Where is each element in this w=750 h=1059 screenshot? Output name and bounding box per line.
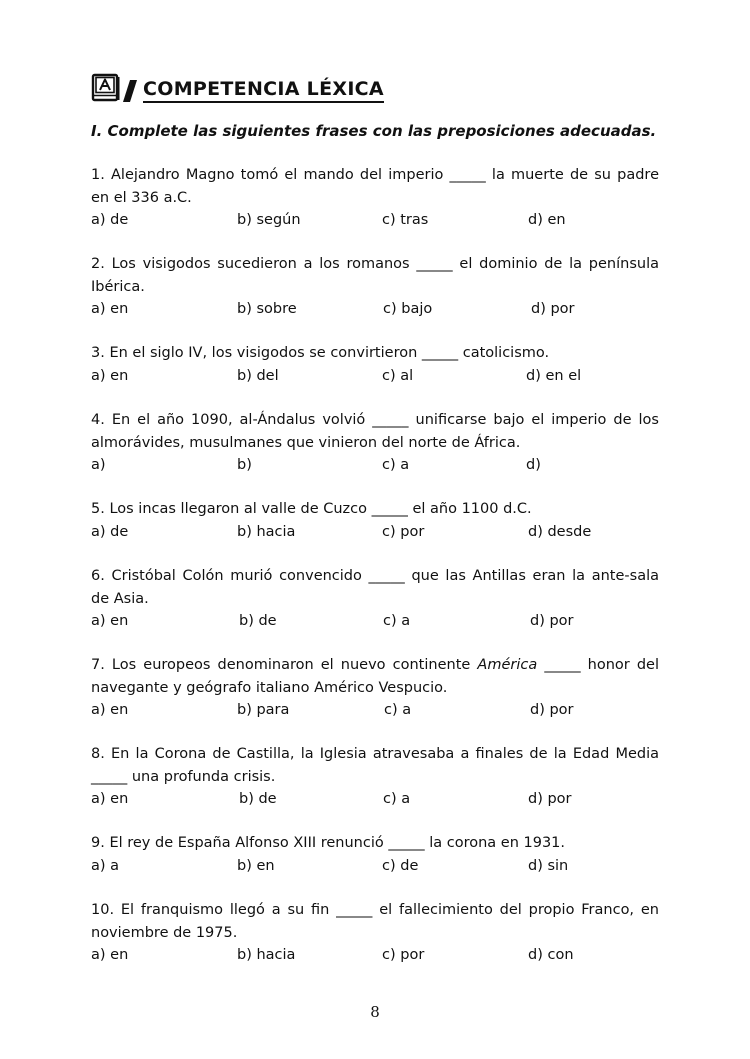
page-number: 8	[370, 1003, 380, 1021]
option-b: b) hacia	[237, 947, 296, 963]
options-row	[91, 209, 659, 231]
option-a: a) en	[91, 791, 129, 807]
option-a: a) en	[91, 367, 129, 384]
exercise-instruction: I. Complete las siguientes frases con las preposiciones adecuadas.	[91, 122, 657, 140]
option-a: a) a	[91, 857, 120, 874]
options-row	[91, 699, 659, 721]
section-header	[91, 67, 384, 103]
question-text: 2. Los visigodos sucedieron a los romanos _____ el dominio de la península Ibérica.	[91, 256, 659, 295]
option-a: a)	[91, 457, 106, 473]
option-b: b) para	[237, 702, 290, 718]
question-1	[91, 164, 659, 231]
slash-mark-icon	[123, 80, 137, 102]
option-a: a) en	[91, 301, 129, 317]
option-d: d)	[526, 457, 541, 473]
question-7	[91, 654, 659, 721]
question-3	[91, 342, 659, 387]
option-b: b) hacia	[237, 523, 296, 540]
section-title: COMPETENCIA LÉXICA	[143, 78, 384, 103]
options-row	[91, 454, 659, 476]
option-b: b) sobre	[237, 301, 297, 317]
question-text: 8. En la Corona de Castilla, la Iglesia atravesaba a finales de la Edad Media _____ una profunda crisis.	[91, 746, 659, 785]
option-c: c) por	[382, 523, 425, 540]
option-c: c) por	[382, 947, 425, 963]
options-row	[91, 788, 659, 810]
book-a-icon	[91, 73, 121, 103]
option-b: b) del	[237, 367, 279, 384]
options-row	[91, 855, 659, 877]
question-4	[91, 409, 659, 476]
option-d: d) sin	[528, 857, 569, 874]
option-b: b) de	[239, 791, 277, 807]
question-text: 10. El franquismo llegó a su fin _____ el fallecimiento del propio Franco, en noviembre de 1975.	[91, 902, 659, 941]
option-c: c) a	[382, 457, 410, 473]
option-b: b) en	[237, 857, 275, 874]
option-d: d) por	[531, 301, 575, 317]
question-text: 6. Cristóbal Colón murió convencido _____ que las Antillas eran la ante-sala de Asia.	[91, 568, 659, 607]
question-text-part: _____ honor del navegante y geógrafo italiano Américo Vespucio.	[91, 657, 659, 696]
question-text: 4. En el año 1090, al-Ándalus volvió _____ unificarse bajo el imperio de los almorávides, musulmanes que vinieron del norte de África.	[91, 412, 659, 451]
option-b: b)	[237, 457, 252, 473]
option-d: d) por	[530, 702, 574, 718]
option-b: b) según	[237, 212, 301, 228]
option-c: c) a	[383, 613, 411, 629]
option-d: d) por	[530, 613, 574, 629]
option-c: c) al	[382, 367, 414, 384]
question-6	[91, 565, 659, 632]
option-a: a) en	[91, 947, 129, 963]
option-d: d) por	[528, 791, 572, 807]
option-d: d) desde	[528, 523, 592, 540]
options-row	[91, 365, 659, 387]
option-c: c) de	[382, 857, 419, 874]
question-text	[91, 654, 659, 699]
option-d: d) en el	[526, 367, 582, 384]
question-text: 1. Alejandro Magno tomó el mando del imperio _____ la muerte de su padre en el 336 a.C.	[91, 167, 659, 206]
option-c: c) a	[383, 791, 411, 807]
options-row	[91, 298, 659, 320]
option-c: c) tras	[382, 212, 429, 228]
option-d: d) con	[528, 947, 574, 963]
question-text: 9. El rey de España Alfonso XIII renunció _____ la corona en 1931.	[91, 835, 566, 851]
option-d: d) en	[528, 212, 566, 228]
question-8	[91, 743, 659, 810]
option-a: a) en	[91, 613, 129, 629]
option-b: b) de	[239, 613, 277, 629]
option-c: c) bajo	[383, 301, 433, 317]
option-a: a) de	[91, 212, 129, 228]
question-10	[91, 899, 659, 966]
option-c: c) a	[384, 702, 412, 718]
question-5	[91, 498, 659, 543]
options-row	[91, 610, 659, 632]
question-text: 3. En el siglo IV, los visigodos se convirtieron _____ catolicismo.	[91, 345, 550, 361]
question-9	[91, 832, 659, 877]
options-row	[91, 944, 659, 966]
question-2	[91, 253, 659, 320]
option-a: a) en	[91, 702, 129, 718]
option-a: a) de	[91, 523, 129, 540]
question-text-part: 7. Los europeos denominaron el nuevo continente	[91, 657, 478, 673]
options-row	[91, 521, 659, 543]
question-text-italic: América	[477, 657, 538, 673]
question-text: 5. Los incas llegaron al valle de Cuzco _____ el año 1100 d.C.	[91, 501, 532, 517]
